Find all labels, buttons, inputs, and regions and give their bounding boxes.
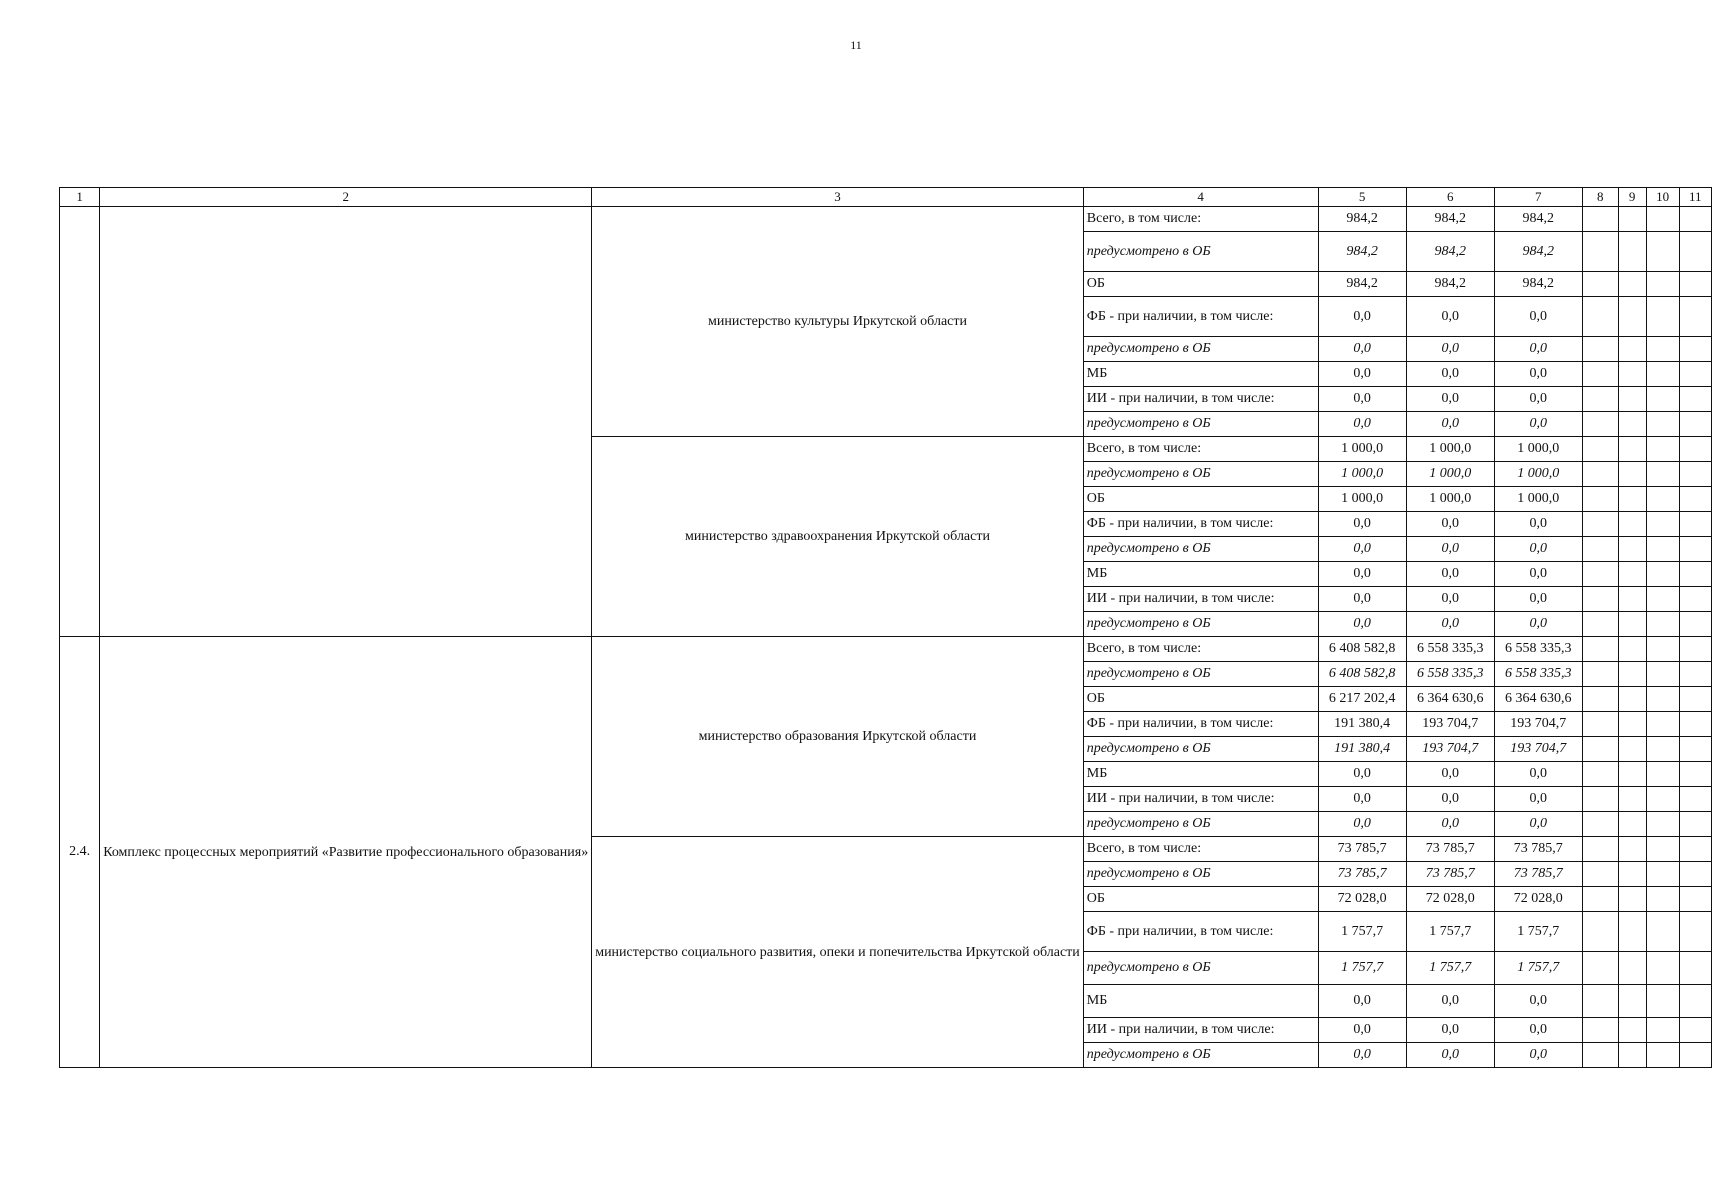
empty-cell [1679,612,1711,637]
amount-cell: 1 000,0 [1494,487,1582,512]
empty-cell [1582,512,1618,537]
amount-cell: 0,0 [1318,762,1406,787]
amount-cell: 0,0 [1318,387,1406,412]
amount-cell: 0,0 [1318,362,1406,387]
amount-cell: 1 757,7 [1406,912,1494,952]
amount-cell: 73 785,7 [1406,837,1494,862]
empty-cell [1679,662,1711,687]
amount-cell: 0,0 [1494,337,1582,362]
column-number-row [60,188,1712,207]
amount-cell: 984,2 [1406,272,1494,297]
empty-cell [1646,232,1679,272]
empty-cell [1582,387,1618,412]
empty-cell [1679,912,1711,952]
empty-cell [1679,787,1711,812]
empty-cell [1679,712,1711,737]
empty-cell [1618,437,1646,462]
funding-source-label: ОБ [1083,887,1318,912]
amount-cell: 0,0 [1318,337,1406,362]
empty-cell [1646,737,1679,762]
empty-cell [1618,887,1646,912]
funding-source-label: ФБ - при наличии, в том числе: [1083,512,1318,537]
funding-source-label: Всего, в том числе: [1083,637,1318,662]
amount-cell: 191 380,4 [1318,712,1406,737]
amount-cell: 0,0 [1406,362,1494,387]
amount-cell: 0,0 [1406,537,1494,562]
amount-cell: 0,0 [1318,587,1406,612]
amount-cell: 72 028,0 [1318,887,1406,912]
empty-cell [1582,912,1618,952]
amount-cell: 0,0 [1494,412,1582,437]
amount-cell: 984,2 [1494,272,1582,297]
table-body [60,188,1712,1068]
empty-cell [1582,762,1618,787]
amount-cell: 0,0 [1494,362,1582,387]
executor-cell: министерство культуры Иркутской области [592,207,1084,437]
empty-cell [1582,612,1618,637]
empty-cell [1582,297,1618,337]
empty-cell [1582,462,1618,487]
amount-cell: 0,0 [1406,762,1494,787]
empty-cell [1646,297,1679,337]
empty-cell [1618,337,1646,362]
empty-cell [1618,207,1646,232]
amount-cell: 984,2 [1494,207,1582,232]
amount-cell: 984,2 [1406,207,1494,232]
amount-cell: 0,0 [1318,412,1406,437]
empty-cell [1646,787,1679,812]
empty-cell [1679,587,1711,612]
funding-source-label: МБ [1083,362,1318,387]
empty-cell [1582,637,1618,662]
empty-cell [1679,952,1711,985]
empty-cell [1646,462,1679,487]
column-number: 3 [592,188,1084,207]
amount-cell: 0,0 [1318,787,1406,812]
amount-cell: 984,2 [1318,272,1406,297]
amount-cell: 193 704,7 [1494,712,1582,737]
empty-cell [1582,812,1618,837]
empty-cell [1582,232,1618,272]
funding-source-label: ОБ [1083,272,1318,297]
amount-cell: 6 364 630,6 [1406,687,1494,712]
empty-cell [1582,537,1618,562]
empty-cell [1618,812,1646,837]
empty-cell [1618,512,1646,537]
empty-cell [1679,272,1711,297]
empty-cell [1679,387,1711,412]
funding-source-label: МБ [1083,762,1318,787]
empty-cell [1679,985,1711,1018]
amount-cell: 1 757,7 [1494,912,1582,952]
amount-cell: 0,0 [1494,297,1582,337]
amount-cell: 984,2 [1318,207,1406,232]
empty-cell [1646,362,1679,387]
empty-cell [1646,412,1679,437]
amount-cell: 0,0 [1406,985,1494,1018]
empty-cell [1679,537,1711,562]
amount-cell: 0,0 [1406,412,1494,437]
empty-cell [1679,1043,1711,1068]
amount-cell: 1 757,7 [1318,912,1406,952]
empty-cell [1582,362,1618,387]
empty-cell [1582,662,1618,687]
empty-cell [1618,985,1646,1018]
amount-cell: 0,0 [1318,1043,1406,1068]
column-number: 11 [1679,188,1711,207]
empty-cell [1679,362,1711,387]
amount-cell: 0,0 [1406,787,1494,812]
amount-cell: 0,0 [1318,297,1406,337]
amount-cell: 0,0 [1494,612,1582,637]
funding-source-label: предусмотрено в ОБ [1083,612,1318,637]
amount-cell: 1 757,7 [1406,952,1494,985]
amount-cell: 984,2 [1406,232,1494,272]
funding-source-label: ИИ - при наличии, в том числе: [1083,787,1318,812]
amount-cell: 6 217 202,4 [1318,687,1406,712]
empty-cell [1618,587,1646,612]
empty-cell [1679,412,1711,437]
empty-cell [1582,985,1618,1018]
amount-cell: 73 785,7 [1406,862,1494,887]
funding-source-label: ИИ - при наличии, в том числе: [1083,387,1318,412]
empty-cell [1618,412,1646,437]
amount-cell: 6 558 335,3 [1406,637,1494,662]
funding-source-label: предусмотрено в ОБ [1083,812,1318,837]
empty-cell [1679,1018,1711,1043]
amount-cell: 0,0 [1494,1043,1582,1068]
empty-cell [1679,337,1711,362]
page-number: 11 [850,38,862,52]
empty-cell [1618,232,1646,272]
empty-cell [1582,1018,1618,1043]
column-number: 5 [1318,188,1406,207]
amount-cell: 0,0 [1406,612,1494,637]
empty-cell [1679,437,1711,462]
amount-cell: 1 000,0 [1494,437,1582,462]
empty-cell [1646,562,1679,587]
executor-cell: министерство социального развития, опеки и попечительства Иркутской области [592,837,1084,1068]
empty-cell [1679,562,1711,587]
empty-cell [1646,1018,1679,1043]
amount-cell: 0,0 [1494,512,1582,537]
amount-cell: 0,0 [1494,562,1582,587]
empty-cell [1679,737,1711,762]
empty-cell [1679,637,1711,662]
empty-cell [1618,787,1646,812]
amount-cell: 984,2 [1494,232,1582,272]
empty-cell [1618,297,1646,337]
empty-cell [1679,762,1711,787]
empty-cell [1646,1043,1679,1068]
empty-cell [1618,612,1646,637]
empty-cell [1679,297,1711,337]
funding-source-label: предусмотрено в ОБ [1083,462,1318,487]
empty-cell [1618,762,1646,787]
amount-cell: 0,0 [1318,612,1406,637]
funding-source-label: Всего, в том числе: [1083,437,1318,462]
amount-cell: 0,0 [1494,812,1582,837]
funding-source-label: предусмотрено в ОБ [1083,232,1318,272]
empty-cell [1618,487,1646,512]
amount-cell: 0,0 [1494,537,1582,562]
empty-cell [1646,912,1679,952]
empty-cell [1646,207,1679,232]
empty-cell [1582,862,1618,887]
amount-cell: 1 000,0 [1318,487,1406,512]
empty-cell [1646,512,1679,537]
amount-cell: 0,0 [1494,1018,1582,1043]
amount-cell: 193 704,7 [1494,737,1582,762]
amount-cell: 73 785,7 [1494,862,1582,887]
amount-cell: 6 558 335,3 [1406,662,1494,687]
empty-cell [1582,272,1618,297]
empty-cell [1582,487,1618,512]
empty-cell [1582,412,1618,437]
amount-cell: 0,0 [1406,512,1494,537]
amount-cell: 0,0 [1406,337,1494,362]
empty-cell [1618,462,1646,487]
amount-cell: 72 028,0 [1406,887,1494,912]
executor-cell: министерство здравоохранения Иркутской области [592,437,1084,637]
empty-cell [1582,787,1618,812]
amount-cell: 1 000,0 [1406,437,1494,462]
empty-cell [1646,612,1679,637]
empty-cell [1582,1043,1618,1068]
amount-cell: 1 000,0 [1406,462,1494,487]
column-number: 4 [1083,188,1318,207]
funding-source-label: ФБ - при наличии, в том числе: [1083,712,1318,737]
empty-cell [1618,912,1646,952]
budget-table [59,187,1712,1068]
activity-name-cell [100,207,592,637]
amount-cell: 0,0 [1318,985,1406,1018]
amount-cell: 0,0 [1494,985,1582,1018]
amount-cell: 984,2 [1318,232,1406,272]
empty-cell [1582,737,1618,762]
empty-cell [1618,537,1646,562]
table-row [60,207,1712,232]
empty-cell [1679,487,1711,512]
empty-cell [1618,737,1646,762]
row-number-cell: 2.4. [60,637,100,1068]
amount-cell: 191 380,4 [1318,737,1406,762]
empty-cell [1679,812,1711,837]
empty-cell [1618,387,1646,412]
empty-cell [1646,387,1679,412]
funding-source-label: предусмотрено в ОБ [1083,662,1318,687]
funding-source-label: предусмотрено в ОБ [1083,737,1318,762]
empty-cell [1582,587,1618,612]
empty-cell [1646,537,1679,562]
amount-cell: 72 028,0 [1494,887,1582,912]
empty-cell [1679,232,1711,272]
empty-cell [1679,462,1711,487]
amount-cell: 0,0 [1406,562,1494,587]
column-number: 1 [60,188,100,207]
empty-cell [1646,637,1679,662]
empty-cell [1618,1043,1646,1068]
empty-cell [1646,762,1679,787]
amount-cell: 0,0 [1494,587,1582,612]
empty-cell [1646,985,1679,1018]
amount-cell: 73 785,7 [1318,862,1406,887]
empty-cell [1618,862,1646,887]
empty-cell [1582,837,1618,862]
amount-cell: 1 000,0 [1494,462,1582,487]
column-number: 8 [1582,188,1618,207]
amount-cell: 73 785,7 [1318,837,1406,862]
funding-source-label: предусмотрено в ОБ [1083,337,1318,362]
empty-cell [1618,272,1646,297]
amount-cell: 6 558 335,3 [1494,662,1582,687]
funding-source-label: МБ [1083,985,1318,1018]
amount-cell: 0,0 [1318,1018,1406,1043]
amount-cell: 0,0 [1494,762,1582,787]
funding-source-label: предусмотрено в ОБ [1083,862,1318,887]
funding-source-label: предусмотрено в ОБ [1083,952,1318,985]
amount-cell: 0,0 [1318,512,1406,537]
amount-cell: 0,0 [1406,587,1494,612]
empty-cell [1646,887,1679,912]
column-number: 9 [1618,188,1646,207]
funding-source-label: МБ [1083,562,1318,587]
empty-cell [1618,662,1646,687]
amount-cell: 1 757,7 [1494,952,1582,985]
amount-cell: 0,0 [1406,1043,1494,1068]
empty-cell [1679,687,1711,712]
funding-source-label: предусмотрено в ОБ [1083,1043,1318,1068]
empty-cell [1582,712,1618,737]
amount-cell: 1 757,7 [1318,952,1406,985]
amount-cell: 6 364 630,6 [1494,687,1582,712]
empty-cell [1646,272,1679,297]
empty-cell [1646,437,1679,462]
empty-cell [1646,687,1679,712]
funding-source-label: предусмотрено в ОБ [1083,537,1318,562]
column-number: 10 [1646,188,1679,207]
empty-cell [1582,207,1618,232]
empty-cell [1679,512,1711,537]
amount-cell: 0,0 [1406,387,1494,412]
empty-cell [1582,687,1618,712]
empty-cell [1646,862,1679,887]
amount-cell: 6 558 335,3 [1494,637,1582,662]
funding-source-label: Всего, в том числе: [1083,207,1318,232]
empty-cell [1679,837,1711,862]
funding-source-label: ФБ - при наличии, в том числе: [1083,912,1318,952]
empty-cell [1679,207,1711,232]
empty-cell [1618,1018,1646,1043]
amount-cell: 0,0 [1406,1018,1494,1043]
amount-cell: 0,0 [1406,297,1494,337]
empty-cell [1582,562,1618,587]
amount-cell: 1 000,0 [1318,462,1406,487]
empty-cell [1679,862,1711,887]
amount-cell: 6 408 582,8 [1318,637,1406,662]
amount-cell: 6 408 582,8 [1318,662,1406,687]
amount-cell: 0,0 [1494,787,1582,812]
empty-cell [1646,712,1679,737]
amount-cell: 1 000,0 [1406,487,1494,512]
funding-source-label: предусмотрено в ОБ [1083,412,1318,437]
empty-cell [1646,487,1679,512]
empty-cell [1582,337,1618,362]
empty-cell [1646,837,1679,862]
amount-cell: 1 000,0 [1318,437,1406,462]
column-number: 2 [100,188,592,207]
empty-cell [1618,837,1646,862]
amount-cell: 0,0 [1318,562,1406,587]
empty-cell [1646,337,1679,362]
activity-name-cell: Комплекс процессных мероприятий «Развитие профессионального образования» [100,637,592,1068]
amount-cell: 0,0 [1494,387,1582,412]
empty-cell [1582,437,1618,462]
amount-cell: 0,0 [1406,812,1494,837]
empty-cell [1618,712,1646,737]
empty-cell [1646,587,1679,612]
funding-source-label: ОБ [1083,487,1318,512]
empty-cell [1679,887,1711,912]
funding-source-label: Всего, в том числе: [1083,837,1318,862]
funding-source-label: ИИ - при наличии, в том числе: [1083,1018,1318,1043]
empty-cell [1618,362,1646,387]
funding-source-label: ИИ - при наличии, в том числе: [1083,587,1318,612]
amount-cell: 0,0 [1318,812,1406,837]
amount-cell: 193 704,7 [1406,712,1494,737]
empty-cell [1582,952,1618,985]
amount-cell: 73 785,7 [1494,837,1582,862]
funding-source-label: ОБ [1083,687,1318,712]
amount-cell: 193 704,7 [1406,737,1494,762]
empty-cell [1618,562,1646,587]
empty-cell [1646,952,1679,985]
empty-cell [1618,687,1646,712]
table-row [60,637,1712,662]
row-number-cell [60,207,100,637]
amount-cell: 0,0 [1318,537,1406,562]
empty-cell [1646,812,1679,837]
column-number: 6 [1406,188,1494,207]
empty-cell [1582,887,1618,912]
executor-cell: министерство образования Иркутской области [592,637,1084,837]
empty-cell [1618,637,1646,662]
funding-source-label: ФБ - при наличии, в том числе: [1083,297,1318,337]
empty-cell [1618,952,1646,985]
empty-cell [1646,662,1679,687]
column-number: 7 [1494,188,1582,207]
